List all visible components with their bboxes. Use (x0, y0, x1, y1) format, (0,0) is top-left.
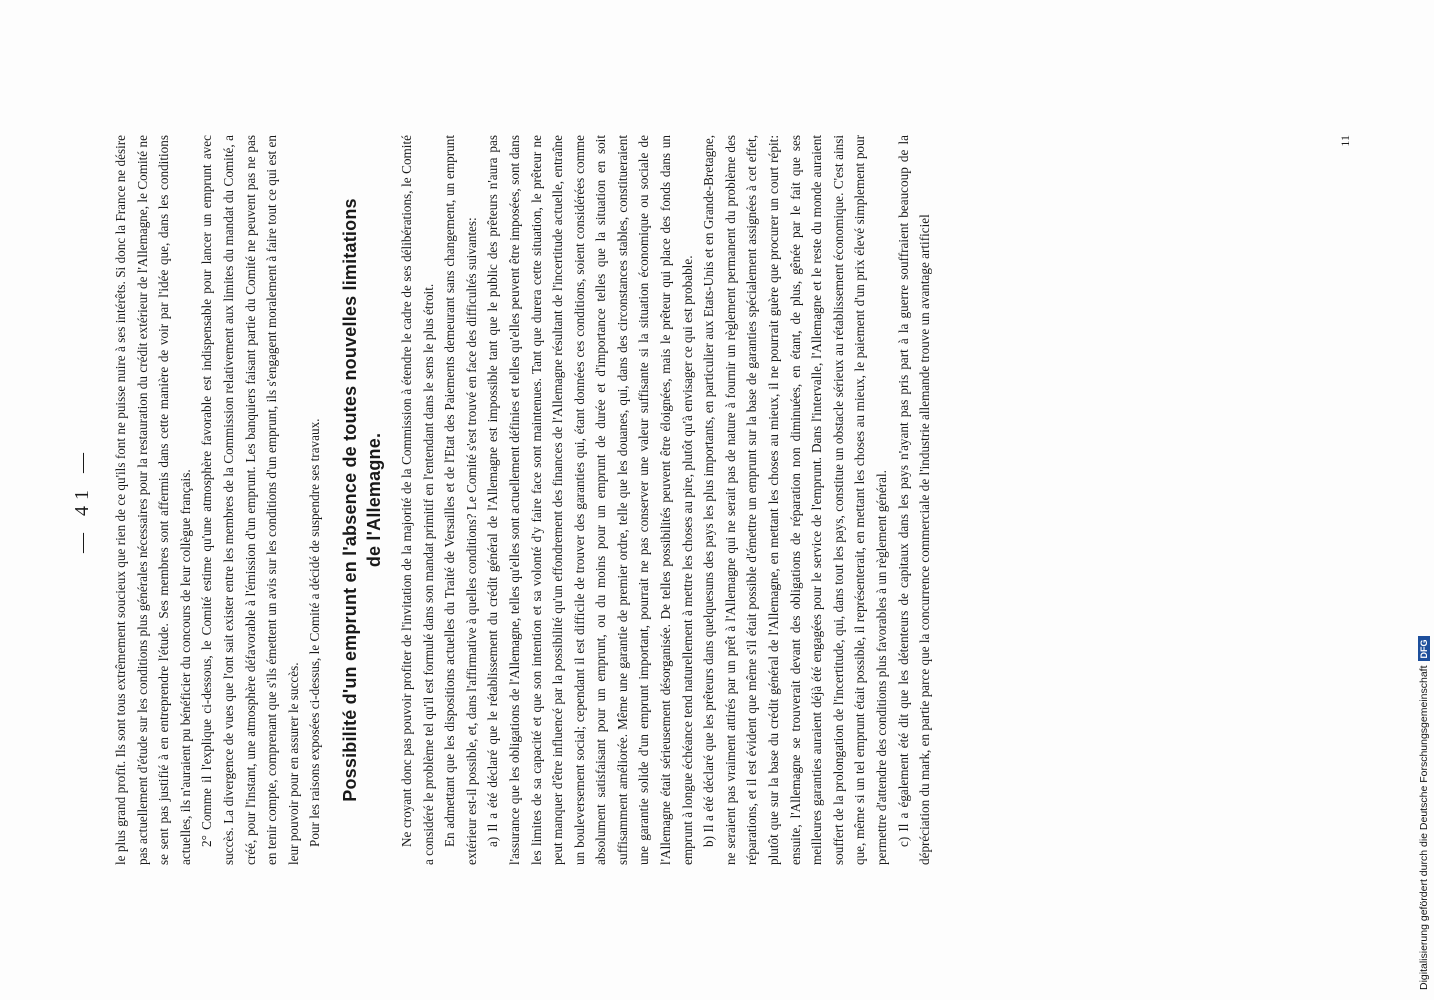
paragraph: Ne croyant donc pas pouvoir profiter de l'invitation de la majorité de la Commission à étendre le cadre de ses délibérations, le Comité a considéré le problème tel qu'il est formulé dans son mandat primitif en l'entendant dans le sens le plus étroit. (398, 135, 436, 865)
section-heading-line: Possibilité d'un emprunt en l'absence de toutes nouvelles limitations (339, 198, 360, 802)
paragraph: a) Il a été déclaré que le rétablissement du crédit général de l'Allemagne est impossible tant que le public des prêteurs n'aura pas l'assurance que les obligations de l'Allemagne, telles qu'elles sont actuellement définies et telles qu'elles peuvent être imposées, sont dans les limites de sa capacité et que son intention et sa volonté d'y faire face sont maintenues. Tant que durera cette situation, le prêteur ne peut manquer d'être influencé par la possibilité qu'un effondrement des finances de l'Allemagne résultant de l'incertitude actuelle, entraîne un bouleversement social; cependant il est difficile de trouver des garanties qui, étant données ces conditions, soient considérées comme absolument satisfaisant pour un emprunt, ou du moins pour un emprunt de durée et d'importance telles que la situation en soit suffisamment améliorée. Même une garantie de premier ordre, telle que les douanes, qui, dans des circonstances stables, constitueraient une garantie solide d'un emprunt important, pourrait ne pas conserver une valeur suffisante si la situation économique ou sociale de l'Allemagne était sérieusement désorganisée. De telles possibilités peuvent être éloignées, mais le prêteur qui place des fonds dans un emprunt à longue échéance tend naturellement à mettre les choses au pire, plutôt qu'à envisager ce qui est probable. (485, 135, 695, 865)
paragraph: 2° Comme il l'explique ci-dessous, le Comité estime qu'une atmosphère favorable est indispensable pour lancer un emprunt avec succès. La divergence de vues que l'ont sait exister entre les membres de la Commission relativement aux limites du mandat du Comité, a créé, pour l'instant, une atmosphère défavorable à l'émission d'un emprunt. Les banquiers faisant partie du Comité ne peuvent pas ne pas en tenir compte, comprenant que s'ils émettent un avis sur les conditions d'un emprunt, ils s'engagent moralement à faire tout ce qui est en leur pouvoir pour en assurer le succès. (199, 135, 301, 865)
footer-number: 11 (1338, 135, 1352, 147)
page-number: — 41 — (71, 447, 93, 553)
rotated-text-block (71, 135, 1360, 865)
section-heading-line: de l'Allemagne. (363, 432, 384, 568)
digitization-credit-text: Digitalisierung gefördert durch die Deutsche Forschungsgemeinschaft (1418, 665, 1430, 990)
paragraph: En admettant que les dispositions actuelles du Traité de Versailles et de l'Etat des Paiements demeurant sans changement, un emprunt extérieur est-il possible, et, dans l'affirmative à quelles conditions? Le Comité s'est trouvé en face des difficultés suivantes: (442, 135, 479, 865)
paragraph: Pour les raisons exposées ci-dessus, le Comité a décidé de suspendre ses travaux. (307, 418, 323, 847)
section-heading (338, 135, 386, 865)
paragraph: le plus grand profit. Ils sont tous extrêmement soucieux que rien de ce qu'ils font ne puisse nuire à ses intérêts. Si donc la France ne désire pas actuellement d'étude sur les conditions plus générales nécessaires pour la restauration du crédit extérieur de l'Allemagne, le Comité ne se sent pas justifié à en entreprendre l'étude. Ses membres sont affermis dans cette manière de voir par l'idée que, dans les conditions actuelles, ils n'auraient pu bénéficier du concours de leur collègue français. (113, 135, 193, 865)
paragraph: b) Il a été déclaré que les prêteurs dans quelquesuns des pays les plus importants, en particulier aux Etats-Unis et en Grande-Bretagne, ne seraient pas vraiment attirés par un prêt à l'Allemagne qui ne serait pas de nature à fournir un règlement permanent du problème des réparations, et il est évident que même s'il était possible d'émettre un emprunt sur la base de garanties spécialement assignées à cet effet, plutôt que sur la base du crédit général de l'Allemagne, en mettant les choses au mieux, il ne pourrait guère que procurer un court répit: ensuite, l'Allemagne se trouverait devant des obligations de réparation non diminuées, en étant, de plus, gênée par le fait que ses meilleures garanties auraient déjà été engagées pour le service de l'emprunt. Dans l'intervalle, l'Allemagne et le reste du monde auraient souffert de la prolongation de l'incertitude, qui, dans tout les pays, constitue un obstacle sérieux au rétablissement économique. C'est ainsi que, même si un tel emprunt était possible, il représenterait, en mettant les choses au mieux, le paiement d'un prix élevé simplement pour permettre d'attendre des conditions plus favorables à un règlement général. (701, 135, 889, 865)
dfg-logo: DFG (1418, 636, 1430, 661)
digitization-credit (1418, 636, 1430, 990)
paragraph: c) Il a également été dit que les détenteurs de capitaux dans les pays n'ayant pas pris part à la guerre souffraient beaucoup de la dépréciation du mark, en partie parce que la concurrence commerciale de l'industrie allemande trouve un avantage artificiel (895, 135, 933, 865)
